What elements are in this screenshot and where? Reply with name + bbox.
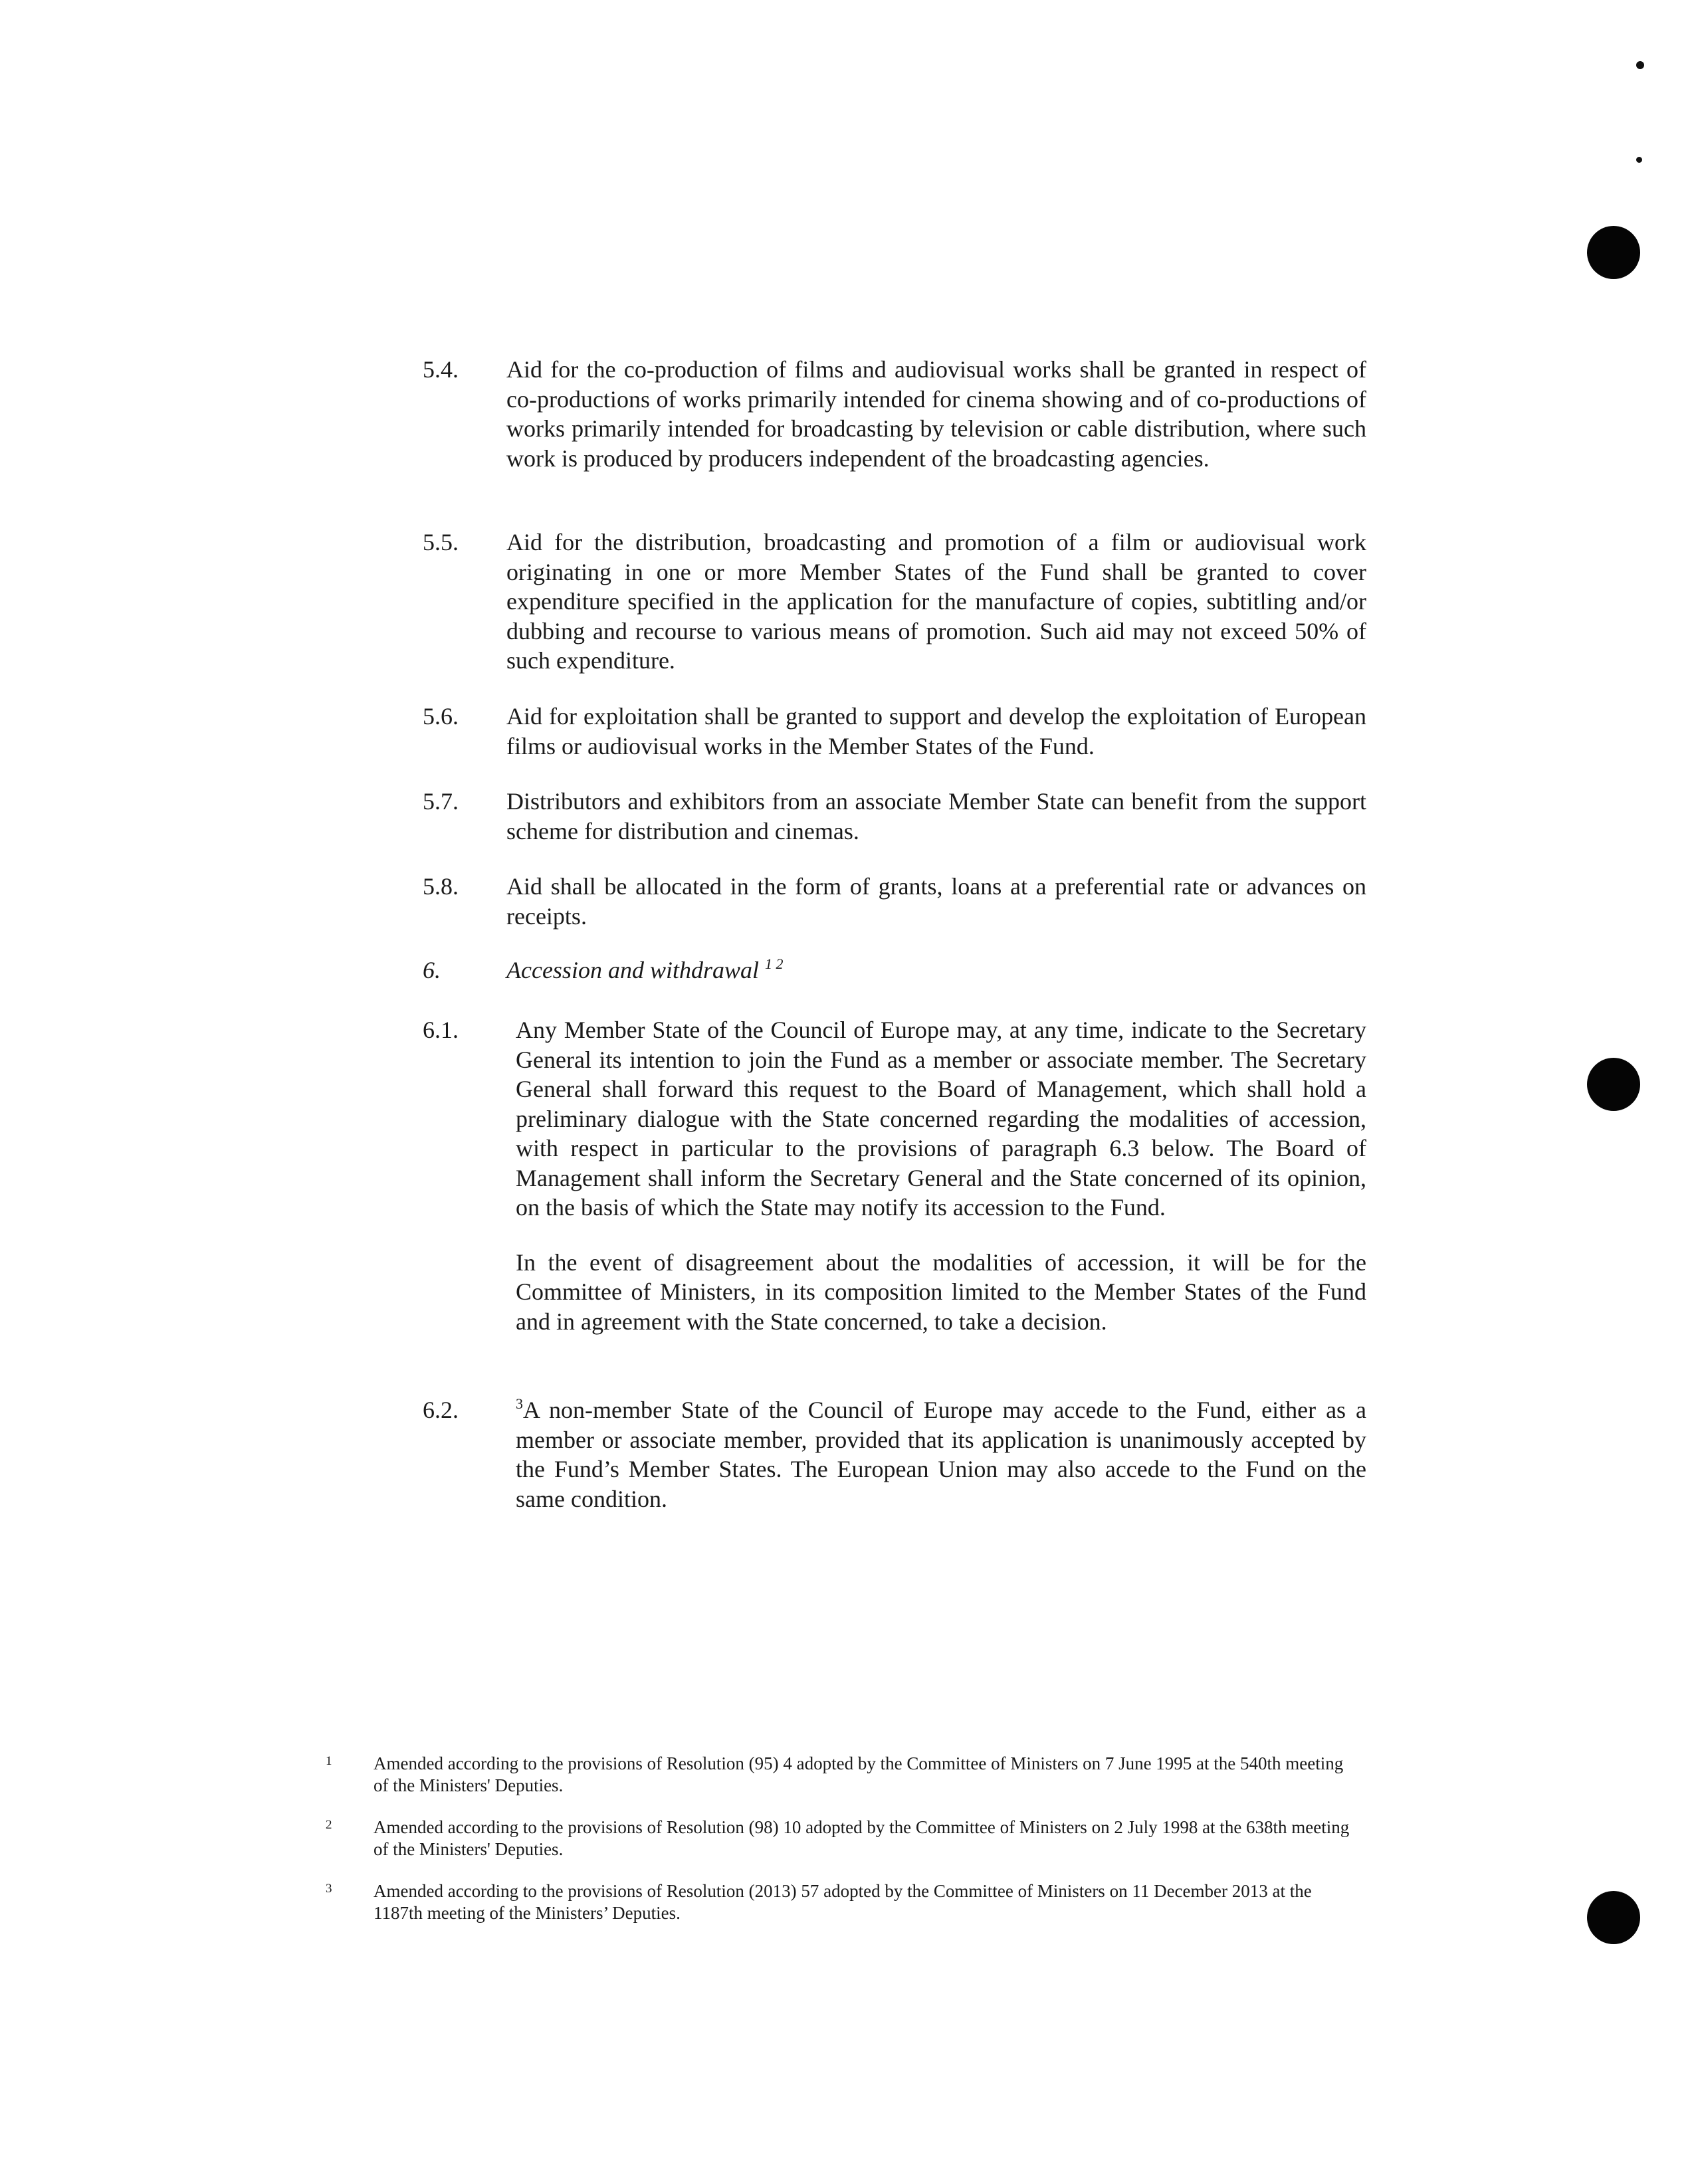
section-text: Distributors and exhibitors from an associate Member State can benefit from the support scheme for distribution and cinemas. <box>506 788 1366 844</box>
section-6-2 <box>423 1395 1366 1514</box>
scan-speck <box>1636 61 1644 69</box>
section-text: Aid for exploitation shall be granted to support and develop the exploitation of European films or audiovisual works in the Member States of the Fund. <box>506 703 1366 759</box>
heading-footnote-refs: 1 2 <box>765 955 784 972</box>
section-6-1 <box>423 1015 1366 1336</box>
footnote-number: 1 <box>326 1754 332 1768</box>
footnote-text: Amended according to the provisions of Resolution (2013) 57 adopted by the Committee of Ministers on 11 December 2013 at the 1187th meeting of the Ministers’ Deputies. <box>373 1881 1312 1923</box>
section-heading-6 <box>423 955 1366 985</box>
section-5-6 <box>423 702 1366 761</box>
section-number: 5.4. <box>423 356 459 383</box>
section-text: Aid shall be allocated in the form of grants, loans at a preferential rate or advances on receipts. <box>506 873 1366 930</box>
section-number: 5.6. <box>423 703 459 730</box>
punch-hole <box>1587 1891 1640 1944</box>
section-5-7 <box>423 787 1366 846</box>
footnote-3 <box>326 1880 1362 1924</box>
section-text: A non-member State of the Council of Europe may accede to the Fund, either as a member or associate member, provided that its application is unanimously accepted by the Fund’s Member States. The European Union may also accede to the Fund on the same condition. <box>516 1397 1366 1512</box>
footnote-text: Amended according to the provisions of Resolution (98) 10 adopted by the Committee of Ministers on 2 July 1998 at the 638th meeting of the Ministers' Deputies. <box>373 1817 1350 1859</box>
section-text: Aid for the distribution, broadcasting and promotion of a film or audiovisual work originating in one or more Member States of the Fund shall be granted to cover expenditure specified in the application for the manufacture of copies, subtitling and/or dubbing and recourse to various means of promotion. Such aid may not exceed 50% of such expenditure. <box>506 529 1366 674</box>
section-text: Aid for the co-production of films and audiovisual works shall be granted in respect of co-productions of works primarily intended for cinema showing and of co-productions of works primarily intended for broadcasting by television or cable distribution, where such work is produced by producers independent of the broadcasting agencies. <box>506 356 1366 472</box>
footnote-ref: 3 <box>516 1395 523 1412</box>
section-text: Any Member State of the Council of Europe may, at any time, indicate to the Secretary General its intention to join the Fund as a member or associate member. The Secretary General shall forward this request to the Board of Management, which shall hold a preliminary dialogue with the State concerned regarding the modalities of accession, with respect in particular to the provisions of paragraph 6.3 below. The Board of Management shall inform the Secretary General and the State concerned of its opinion, on the basis of which the State may notify its accession to the Fund. <box>516 1017 1366 1221</box>
section-text-continued: In the event of disagreement about the modalities of accession, it will be for the Committee of Ministers, in its composition limited to the Member States of the Fund and in agreement with the State concerned, to take a decision. <box>516 1248 1366 1335</box>
heading-number: 6. <box>423 957 441 983</box>
heading-title: Accession and withdrawal <box>506 957 759 983</box>
section-5-4 <box>423 355 1366 473</box>
footnote-2 <box>326 1817 1362 1860</box>
punch-hole <box>1587 1058 1640 1111</box>
section-5-8 <box>423 872 1366 931</box>
section-number: 5.8. <box>423 873 459 900</box>
punch-hole <box>1587 226 1640 279</box>
scan-speck <box>1636 157 1642 163</box>
footnote-number: 3 <box>326 1882 332 1896</box>
footnote-number: 2 <box>326 1818 332 1832</box>
section-5-5 <box>423 528 1366 676</box>
section-number: 5.5. <box>423 529 459 555</box>
section-number: 6.2. <box>423 1397 459 1423</box>
footnote-text: Amended according to the provisions of Resolution (95) 4 adopted by the Committee of Ministers on 7 June 1995 at the 540th meeting of the Ministers' Deputies. <box>373 1753 1344 1795</box>
section-number: 5.7. <box>423 788 459 815</box>
footnote-1 <box>326 1753 1362 1797</box>
section-number: 6.1. <box>423 1017 459 1043</box>
